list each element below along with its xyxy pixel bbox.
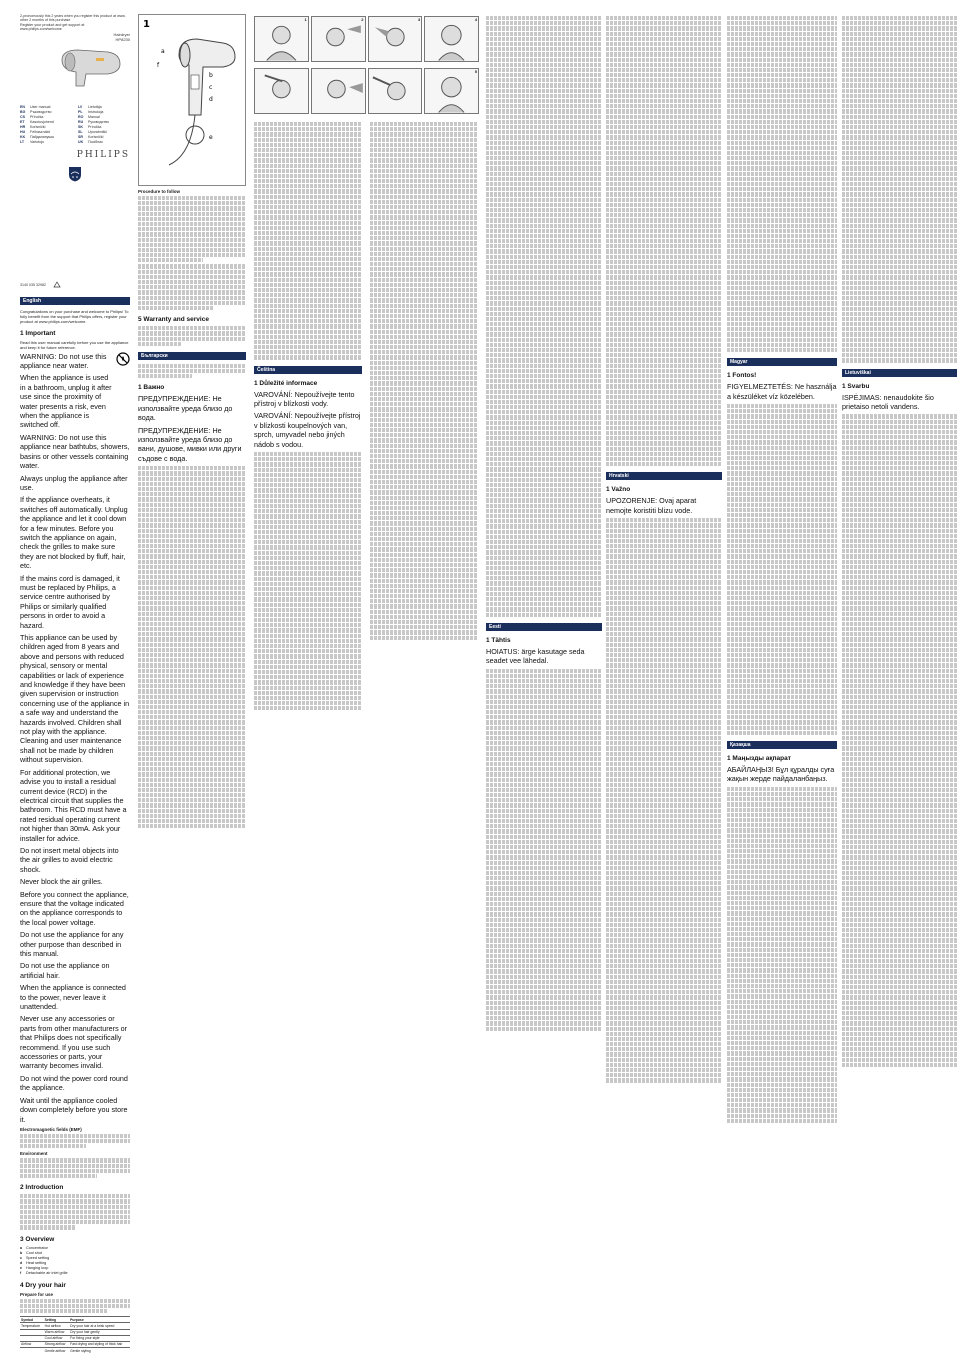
- figure-strip-2: [254, 68, 479, 114]
- text-block: [20, 1194, 130, 1229]
- language-entry: KK Пайдаланушы: [20, 134, 55, 139]
- column-lithuanian: [842, 14, 957, 1350]
- english-emf-heading: Electromagnetic fields (EMF): [20, 1126, 82, 1132]
- lithuanian-warning: ISPĖJIMAS: nenaudokite šio prietaiso netoli vandens.: [842, 392, 934, 411]
- language-bar-lithuanian: Lietuviškai: [842, 369, 957, 377]
- language-entry: SR Korisnički: [78, 134, 104, 139]
- language-index: [20, 105, 130, 144]
- text-block: [842, 414, 957, 1067]
- hairdryer-illustration: [56, 46, 126, 90]
- column-estonian: [486, 14, 602, 1350]
- bulgarian-section-important: 1 Важно: [138, 384, 165, 392]
- text-block: [727, 404, 837, 735]
- language-entry: BG Ръководство: [20, 109, 52, 114]
- czech-warning: VAROVÁNÍ: Nepoužívejte tento přístroj v blízkosti vody.: [254, 389, 355, 409]
- language-bar-kazakh: Қазақша: [727, 741, 837, 749]
- text-block: [138, 264, 246, 310]
- cover-intro-line: Register your product and get support at: [20, 22, 85, 27]
- warning-text: For additional protection, we advise you to install a residual current device (RCD) in the electrical circuit that supplies the bathroom. This RCD must have a rated residual operating current not higher than 30mA. Ask your installer for advice.: [20, 767, 127, 843]
- table-row: Cool airflow For fixing your style: [20, 1335, 130, 1341]
- warning-text: Never use any accessories or parts from other manufacturers or that Philips does not specifically recommend. If you use such accessories or parts, your warranty becomes invalid.: [20, 1014, 128, 1071]
- bulgarian-warning: ПРЕДУПРЕЖДЕНИЕ: Не използвайте уреда близо до вода.: [138, 394, 233, 423]
- english-section-introduction: 2 Introduction: [20, 1184, 64, 1192]
- text-block: [486, 669, 602, 1031]
- text-block: [138, 364, 246, 379]
- text-block: [138, 196, 246, 262]
- language-entry: CS Příručka: [20, 114, 44, 119]
- language-entry: SL Uporabniški: [78, 129, 107, 134]
- text-block: [486, 16, 602, 617]
- text-block: [138, 326, 246, 346]
- no-water-icon: [116, 352, 130, 366]
- cover-intro-line: www.philips.com/welcome: [20, 27, 62, 32]
- cover-intro: [20, 14, 130, 32]
- hungarian-section-important: 1 Fontos!: [727, 372, 757, 380]
- column-hungarian: [727, 14, 837, 1350]
- figure-panel: 3: [368, 16, 423, 62]
- text-block: [842, 16, 957, 363]
- language-entry: PL Instrukcja: [78, 109, 104, 114]
- warning-text: If the appliance overheats, it switches off automatically. Unplug the appliance and let it cool down for a few minutes. Before you switch the appliance on again, check the grilles to make sure they are not blocked by fluff, hair, etc.: [20, 495, 128, 571]
- text-block: [606, 518, 722, 1082]
- language-entry: UK Посібник: [78, 139, 103, 144]
- table-row: Gentle airflow Gentle styling: [20, 1348, 130, 1354]
- english-section-important: 1 Important: [20, 329, 56, 337]
- language-entry: EN User manual: [20, 104, 51, 109]
- czech-warning: VAROVÁNÍ: Nepoužívejte přístroj v blízkosti koupelnových van, sprch, umyvadel nebo jiných nádob s vodou.: [254, 411, 361, 449]
- cover-intro-line: other 2 months of this purchase: [20, 18, 71, 23]
- text-block: [20, 1134, 130, 1149]
- table-row: Warm airflow Dry your hair gently: [20, 1329, 130, 1335]
- warranty-heading: 5 Warranty and service: [138, 316, 209, 324]
- warning-text: Do not use the appliance for any other purpose than described in this manual.: [20, 930, 124, 958]
- warning-text: Do not use the appliance on artificial hair.: [20, 961, 110, 980]
- warning-text: Wait until the appliance cooled down completely before you store it.: [20, 1095, 128, 1124]
- table-row: Airflow Strong airflow Fast drying and styling of thick hair: [20, 1341, 130, 1347]
- cover-footer: [20, 281, 130, 291]
- recycle-icon: [52, 281, 62, 291]
- table-header-row: Symbol Setting Purpose: [20, 1317, 130, 1323]
- text-block: [606, 16, 722, 466]
- settings-table: [20, 1316, 130, 1353]
- table-row: Temperature Hot airflow Dry your hair at a brisk speed: [20, 1323, 130, 1329]
- warning-text: Do not wind the power cord round the appliance.: [20, 1073, 128, 1093]
- language-bar-czech: Čeština: [254, 366, 362, 374]
- column-croatian: [606, 14, 722, 1350]
- croatian-section-important: 1 Važno: [606, 486, 631, 494]
- overview-item: d Heat setting: [20, 1260, 47, 1265]
- warning-text: When the appliance is connected to the power, never leave it unattended.: [20, 983, 126, 1012]
- warning-text: Do not insert metal objects into the air grilles to avoid electric shock.: [20, 845, 119, 874]
- bulgarian-warning: ПРЕДУПРЕЖДЕНИЕ: Не използвайте уреда близо до вани, душове, мивки или други съдове с вода.: [138, 425, 242, 463]
- figure-panel: 1: [254, 16, 309, 62]
- svg-text:f: f: [157, 62, 160, 69]
- warning-text: Before you connect the appliance, ensure that the voltage indicated on the appliance corresponds to the local power voltage.: [20, 889, 129, 927]
- text-block: [138, 466, 246, 828]
- czech-section-important: 1 Důležité informace: [254, 379, 318, 387]
- warning-text: WARNING: Do not use this appliance near water.: [20, 351, 107, 371]
- overview-item: e Hanging loop: [20, 1265, 49, 1270]
- language-bar-bulgarian: Български: [138, 352, 246, 360]
- english-section-overview: 3 Overview: [20, 1235, 55, 1243]
- figure-panel: 5: [424, 68, 479, 114]
- overview-item: c Speed setting: [20, 1255, 50, 1260]
- column-diagram: [138, 14, 246, 1350]
- figure-panel: 2: [311, 16, 366, 62]
- language-bar-croatian: Hrvatski: [606, 472, 722, 480]
- document-code: 3140 035 32982: [20, 283, 46, 288]
- text-block: [727, 787, 837, 1123]
- doc-label: Hairdryer: [113, 31, 130, 37]
- svg-text:c: c: [209, 84, 213, 91]
- warning-text: When the appliance is used in a bathroom, unplug it after use since the proximity of water presents a risk, even when the appliance is switched off.: [20, 373, 112, 430]
- overview-item: f Detachable air inlet grille: [20, 1270, 68, 1275]
- language-entry: LT Vartotojo: [20, 139, 45, 144]
- warning-text: If the mains cord is damaged, it must be replaced by Philips, a service centre authorised by Philips or similarly qualified persons in order to avoid a hazard.: [20, 573, 120, 630]
- column-cover: [20, 14, 130, 1353]
- overview-item: a Concentrator: [20, 1245, 48, 1250]
- warning-text: Never block the air grilles.: [20, 877, 103, 887]
- brand-logo: PHILIPS: [76, 149, 130, 160]
- product-diagram: [138, 14, 246, 186]
- lithuanian-section-important: 1 Svarbu: [842, 382, 870, 390]
- language-entry: ET Kasutusjuhend: [20, 119, 54, 124]
- croatian-warning: UPOZORENJE: Ovaj aparat nemojte koristiti blizu vode.: [606, 496, 697, 515]
- language-entry: HU Felhasználói: [20, 129, 51, 134]
- svg-text:a: a: [161, 48, 165, 55]
- svg-text:d: d: [209, 96, 213, 103]
- language-entry: LV Lietotāja: [78, 104, 102, 109]
- kazakh-warning: АБАЙЛАҢЫЗ! Бұл құралды суға жақын жерде пайдаланбаңыз.: [727, 765, 835, 784]
- text-block: [727, 16, 837, 352]
- hungarian-warning: FIGYELMEZTETÉS: Ne használja a készüléket víz közelében.: [727, 382, 837, 401]
- english-important-lead: Read this user manual carefully before you use the appliance and keep it for future reference.: [20, 339, 129, 350]
- text-block: [20, 1158, 130, 1178]
- language-entry: SK Príručka: [78, 124, 102, 129]
- kazakh-section-important: 1 Маңызды ақпарат: [727, 755, 791, 762]
- warning-text: Always unplug the appliance after use.: [20, 473, 128, 492]
- english-section-dry-hair: 4 Dry your hair: [20, 1281, 66, 1289]
- figure-strip-1: [254, 16, 479, 62]
- language-entry: HR Korisnički: [20, 124, 46, 129]
- overview-list: [20, 1246, 130, 1276]
- figure-panel: [368, 68, 423, 114]
- prepare-heading: Prepare for use: [20, 1291, 54, 1297]
- text-block: [254, 452, 362, 710]
- philips-shield-icon: [68, 166, 82, 182]
- model-number: HP8230: [115, 36, 130, 42]
- warning-text: This appliance can be used by children aged from 8 years and above and persons with reduced physical, sensory or mental capabilities or lack of experience and knowledge if they have been given supervision or instruction concerning use of the appliance in a safe way and understand the hazards involved. Children shall not play with the appliance. Cleaning and user maintenance shall not be made by children without supervision.: [20, 633, 130, 765]
- language-bar-hungarian: Magyar: [727, 358, 837, 366]
- text-block: [20, 1299, 130, 1314]
- estonian-section-important: 1 Tähtis: [486, 636, 511, 644]
- language-bar-english: English: [20, 297, 130, 305]
- text-block: [254, 122, 362, 360]
- text-block: [370, 122, 478, 640]
- estonian-warning: HOIATUS: ärge kasutage seda seadet vee lähedal.: [486, 646, 585, 666]
- language-entry: RO Manual: [78, 114, 100, 119]
- language-entry: RU Руководство: [78, 119, 110, 124]
- procedure-heading: Procedure to follow: [138, 189, 181, 194]
- figure-panel: [254, 68, 309, 114]
- cover-intro-line: 2-pronomously this 2 years when you register this product at www.: [20, 14, 126, 18]
- figure-panel: [311, 68, 366, 114]
- english-warning-1: [20, 352, 130, 433]
- svg-text:1: 1: [143, 19, 150, 30]
- figure-panel: 4: [424, 16, 479, 62]
- language-bar-estonian: Eesti: [486, 623, 602, 631]
- column-figures: [254, 14, 479, 1350]
- english-intro: Congratulations on your purchase and welcome to Philips! To fully benefit from the support that Philips offers, register your product at www.philips.com/welcome.: [20, 308, 129, 324]
- english-environment-heading: Environment: [20, 1151, 48, 1157]
- warning-text: WARNING: Do not use this appliance near bathtubs, showers, basins or other vessels containing water.: [20, 432, 130, 471]
- svg-text:e: e: [209, 134, 213, 141]
- overview-item: b Cool shot: [20, 1250, 43, 1255]
- svg-text:b: b: [209, 72, 213, 79]
